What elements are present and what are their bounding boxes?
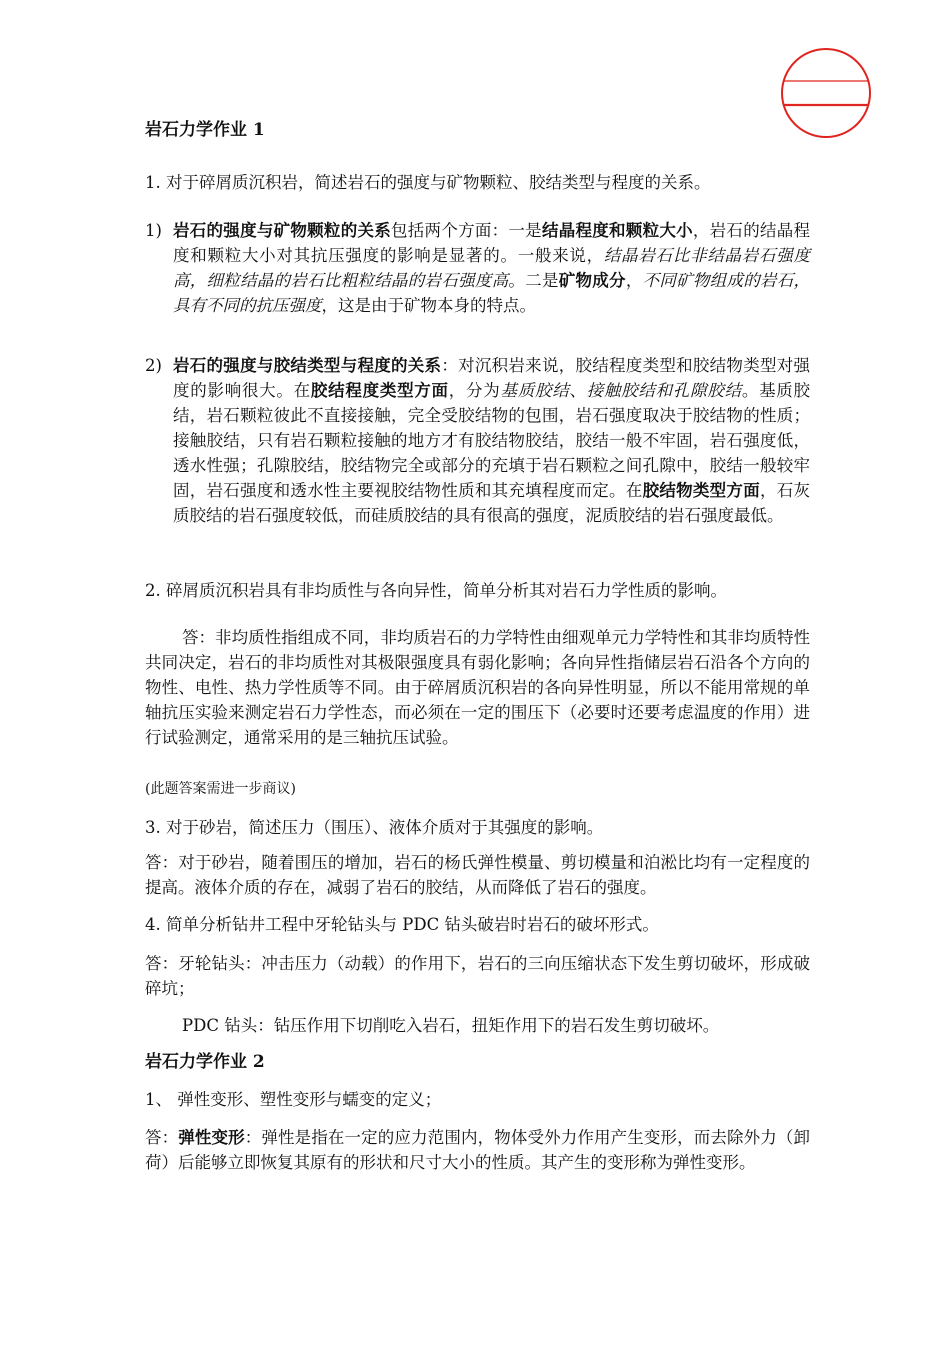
bold-term: 弹性变形 xyxy=(178,1128,245,1147)
italic-text: 接触胶结和孔隙胶结 xyxy=(586,381,742,400)
text-span: 包括两个方面：一是 xyxy=(391,221,542,240)
question-1: 1. 对于碎屑质沉积岩，简述岩石的强度与矿物颗粒、胶结类型与程度的关系。 xyxy=(145,173,711,192)
text-span: ，石灰质胶结的岩石强度较低，而硅质胶结的具有很高的强度，泥质胶结的岩石强度最低。 xyxy=(173,481,811,525)
question-2: 2. 碎屑质沉积岩具有非均质性与各向异性，简单分析其对岩石力学性质的影响。 xyxy=(145,581,727,600)
bold-term: 岩石的强度与矿物颗粒的关系 xyxy=(173,221,392,240)
answer-1-item-2 xyxy=(145,353,810,528)
bold-term: 胶结程度类型方面 xyxy=(310,381,449,400)
answer-1-item-1-text xyxy=(173,218,810,318)
text-span: 。基质胶结，岩石颗粒彼此不直接接触，完全受胶结物的包围，岩石强度取决于胶结物的性质；接触胶结，只有岩石颗粒接触的地方才有胶结物胶结，胶结一般不牢固，岩石强度低，透水性强；孔隙胶结，胶结物完全或部分的充填于岩石颗粒之间孔隙中，胶结一般较牢固，岩石强度和透水性主要视胶结物性质和其充填程度而定。在 xyxy=(173,381,811,500)
answer-4-pdc-bit: PDC 钻头：钻压作用下切削吃入岩石，扭矩作用下的岩石发生剪切破坏。 xyxy=(182,1016,720,1035)
italic-text: 结晶岩石比非结晶岩石强度高，细粒结晶的岩石比粗粒结晶的岩石强度高 xyxy=(173,246,811,290)
text-span: ，岩石的结晶程度和颗粒大小对其抗压强度的影响是显著的。一般来说， xyxy=(173,221,811,265)
hw2-question-1: 1、 弹性变形、塑性变形与蠕变的定义； xyxy=(145,1090,442,1109)
bold-term: 岩石的强度与胶结类型与程度的关系 xyxy=(173,356,442,375)
answer-1-item-2-text xyxy=(173,353,810,528)
text-span: ：对沉积岩来说，胶结程度类型和胶结物类型对强度的影响很大。在 xyxy=(173,356,811,400)
homework-2-title: 岩石力学作业 2 xyxy=(145,1052,265,1072)
answer-2-note: (此题答案需进一步商议) xyxy=(145,781,296,797)
text-span: ，这是由于矿物本身的特点。 xyxy=(321,296,536,315)
answer-4-roller-bit: 答：牙轮钻头：冲击压力（动载）的作用下，岩石的三向压缩状态下发生剪切破坏，形成破碎坑； xyxy=(145,954,810,998)
text-span: 。二是 xyxy=(508,271,559,290)
italic-text: 基质胶结 xyxy=(500,381,570,400)
bold-term: 胶结物类型方面 xyxy=(642,481,760,500)
bold-term: 结晶程度和颗粒大小 xyxy=(541,221,693,240)
answer-2: 答：非均质性指组成不同，非均质岩石的力学特性由细观单元力学特性和其非均质特性共同决定，岩石的非均质性对其极限强度具有弱化影响；各向异性指储层岩石沿各个方向的物性、电性、热力学性质等不同。由于碎屑质沉积岩的各向异性明显，所以不能用常规的单轴抗压实验来测定岩石力学性态，而必须在一定的围压下（必要时还要考虑温度的作用）进行试验测定，通常采用的是三轴抗压试验。 xyxy=(145,628,810,747)
question-4: 4. 简单分析钻井工程中牙轮钻头与 PDC 钻头破岩时岩石的破坏形式。 xyxy=(145,915,659,934)
answer-prefix: 答： xyxy=(145,1128,179,1147)
homework-1-title: 岩石力学作业 1 xyxy=(145,120,265,140)
italic-text: 不同矿物组成的岩石，具有不同的抗压强度 xyxy=(173,271,811,315)
hw2-answer-1 xyxy=(145,1125,810,1175)
text-span: ，分为 xyxy=(448,381,501,400)
list-number: 2) xyxy=(145,356,162,375)
answer-1-item-1 xyxy=(145,218,810,318)
answer-3: 答：对于砂岩，随着围压的增加，岩石的杨氏弹性模量、剪切模量和泊淞比均有一定程度的提高。液体介质的存在，减弱了岩石的胶结，从而降低了岩石的强度。 xyxy=(145,853,810,897)
text-span: 、 xyxy=(569,381,587,400)
text-span: ， xyxy=(625,271,643,290)
bold-term: 矿物成分 xyxy=(558,271,626,290)
question-3: 3. 对于砂岩，简述压力（围压）、液体介质对于其强度的影响。 xyxy=(145,818,604,837)
list-number: 1) xyxy=(145,221,162,240)
text-span: ：弹性是指在一定的应力范围内，物体受外力作用产生变形，而去除外力（卸荷）后能够立即恢复其原有的形状和尺寸大小的性质。其产生的变形称为弹性变形。 xyxy=(145,1128,811,1172)
